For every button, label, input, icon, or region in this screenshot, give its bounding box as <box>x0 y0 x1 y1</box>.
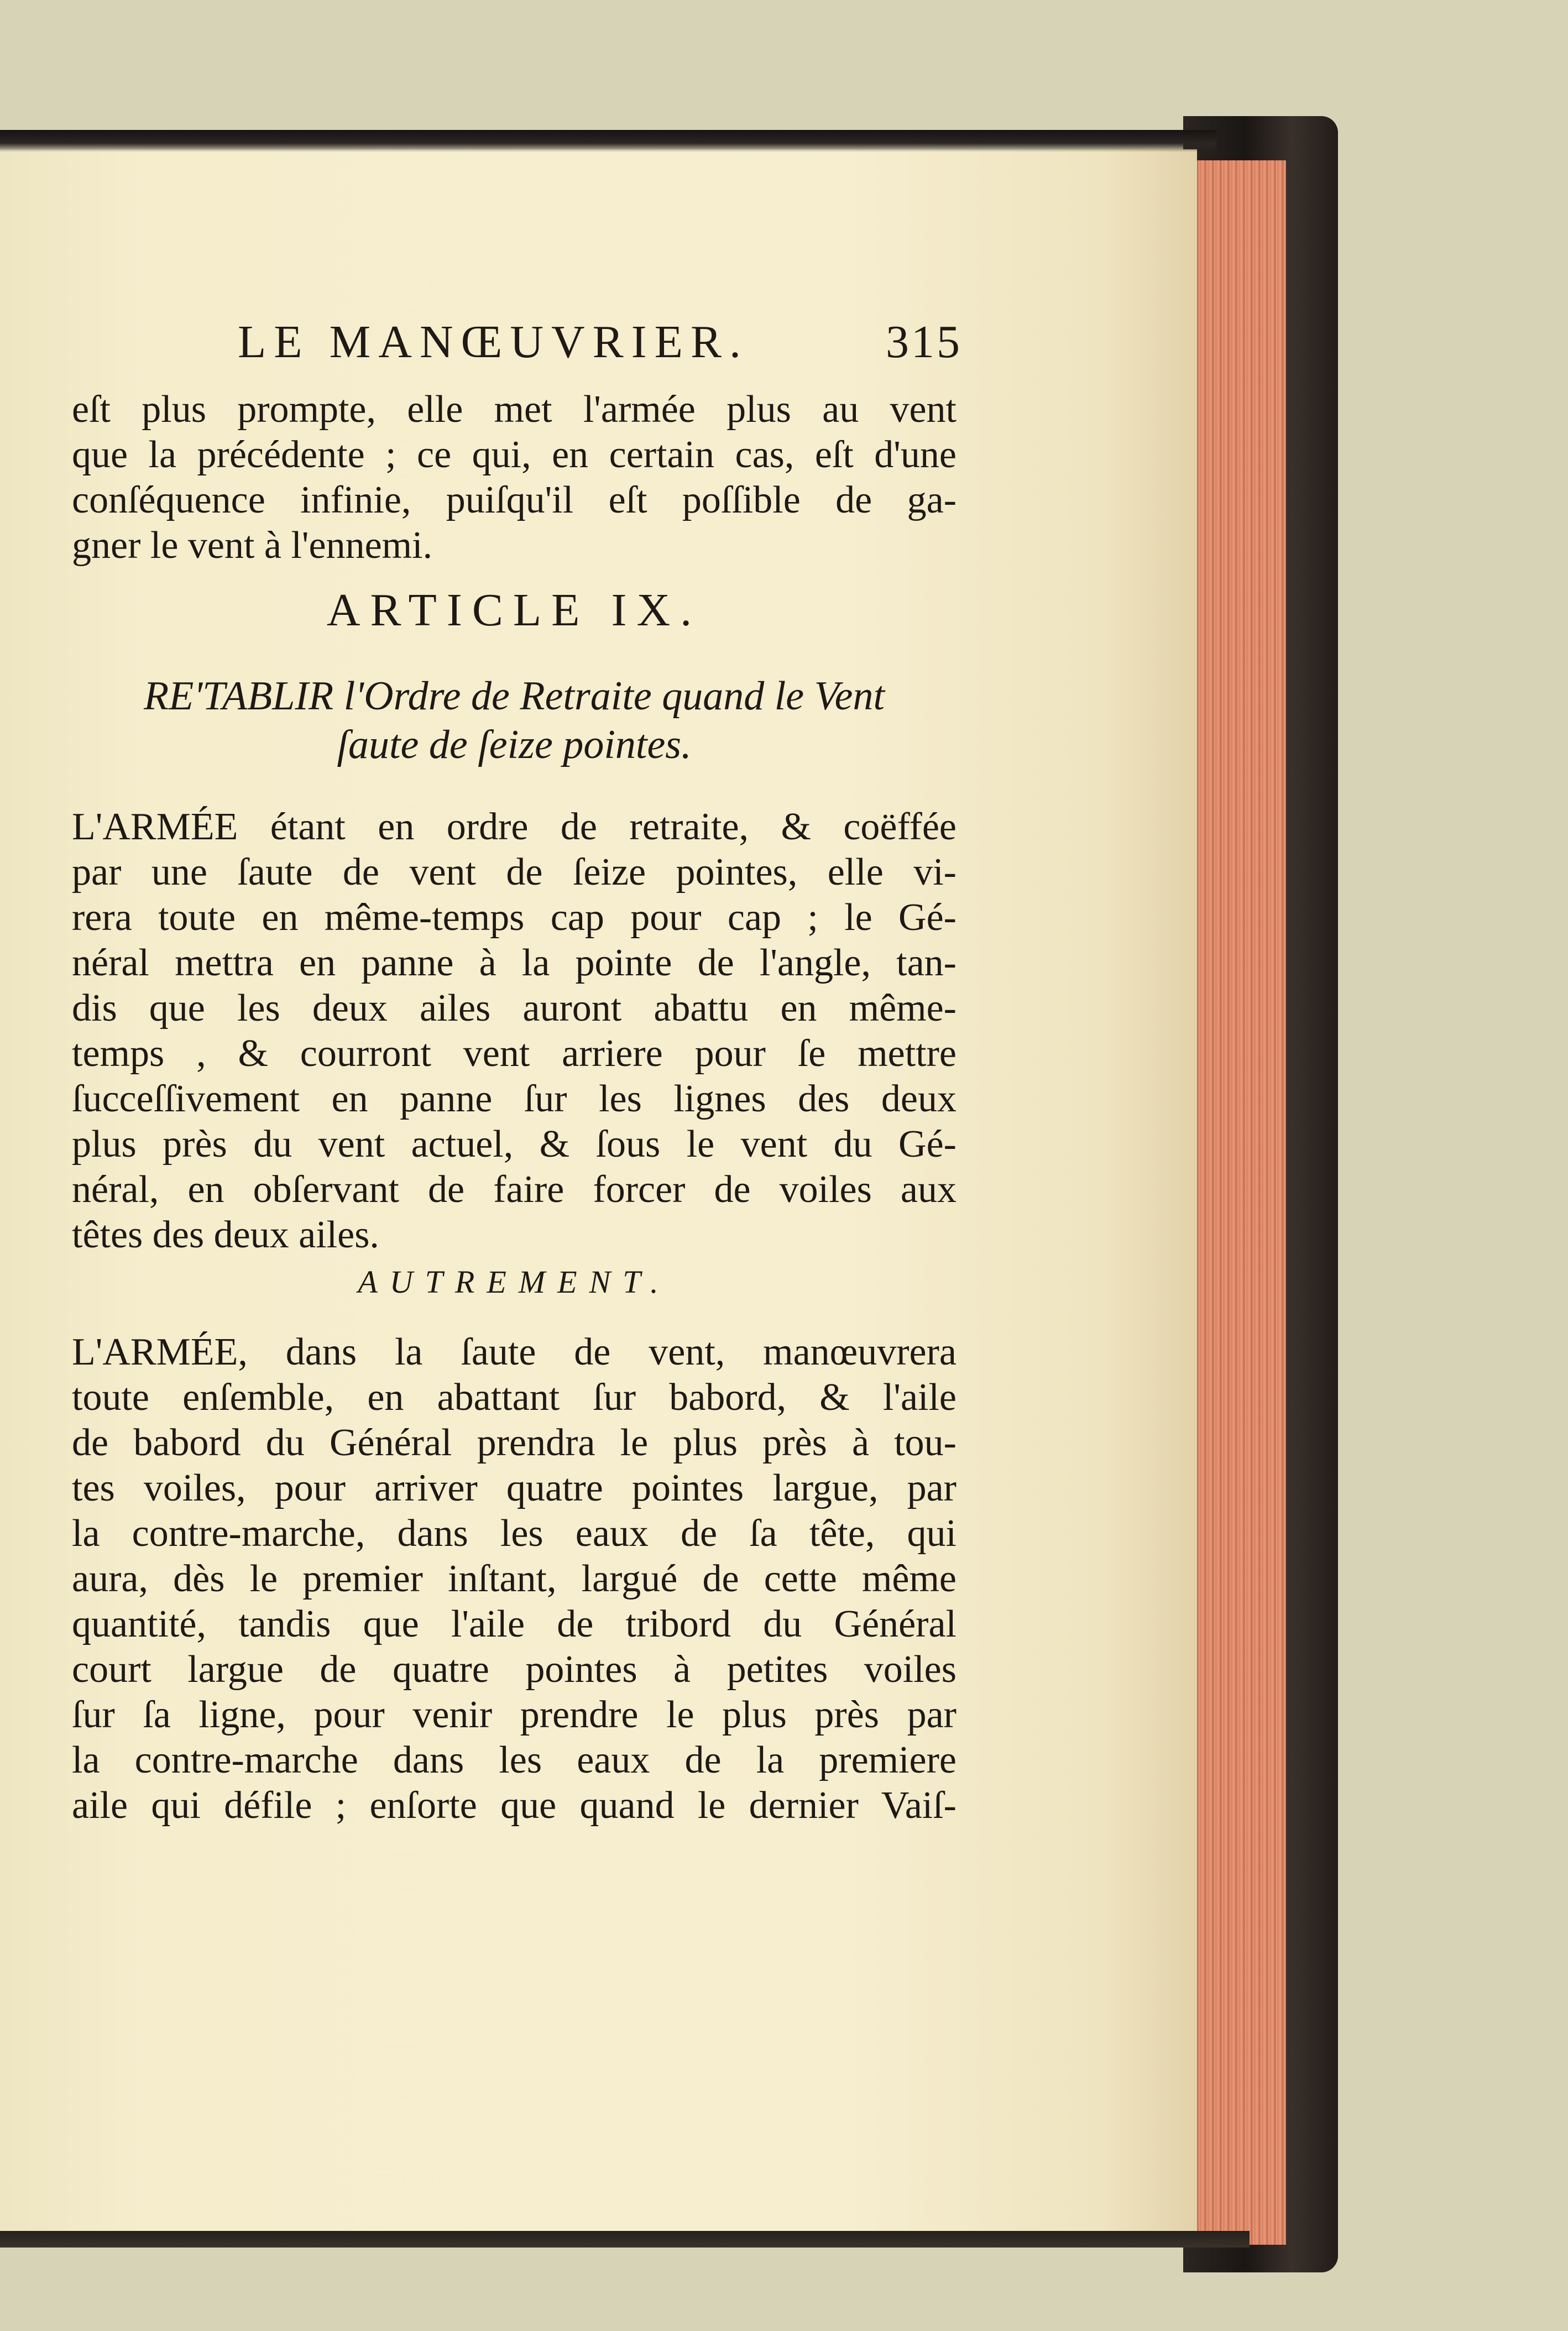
text-line: aile qui défile ; enſorte que quand le dernier Vaiſ- <box>72 1784 957 1827</box>
page-bottom-edge <box>0 2231 1250 2248</box>
text-line: L'ARMÉE, dans la ſaute de vent, manœuvrera <box>72 1331 957 1373</box>
text-line: par une ſaute de vent de ſeize pointes, elle vi- <box>72 851 957 893</box>
text-line: que la précédente ; ce qui, en certain cas, eſt d'une <box>72 433 957 476</box>
text-line: court largue de quatre pointes à petites voiles <box>72 1648 957 1691</box>
text-line: conſéquence infinie, puiſqu'il eſt poſſible de ga- <box>72 479 957 521</box>
page-top-shadow <box>0 130 1216 152</box>
text-line: de babord du Général prendra le plus près à tou- <box>72 1421 957 1464</box>
text-line: rera toute en même-temps cap pour cap ; le Gé- <box>72 896 957 939</box>
text-line: néral mettra en panne à la pointe de l'angle, tan- <box>72 942 957 984</box>
continuation-paragraph <box>72 387 957 568</box>
text-line: quantité, tandis que l'aile de tribord du Général <box>72 1603 957 1645</box>
running-head <box>238 315 962 376</box>
page-number: 315 <box>886 316 962 368</box>
text-line: gner le vent à l'ennemi. <box>72 524 433 567</box>
running-title: LE MANŒUVRIER. <box>238 316 749 368</box>
text-line: tes voiles, pour arriver quatre pointes largue, par <box>72 1467 957 1509</box>
text-line: eſt plus prompte, elle met l'armée plus au vent <box>72 388 957 431</box>
text-line: la contre-marche dans les eaux de la premiere <box>72 1739 957 1781</box>
article-heading: ARTICLE IX. <box>326 584 702 636</box>
page-edges-red <box>1189 160 1286 2245</box>
text-line: ſucceſſivement en panne ſur les lignes des deux <box>72 1078 957 1120</box>
paragraph-2 <box>72 1330 957 1828</box>
text-line: ſur ſa ligne, pour venir prendre le plus près par <box>72 1694 957 1736</box>
title-line: ſaute de ſeize pointes. <box>337 722 692 767</box>
text-line: dis que les deux ailes auront abattu en même- <box>72 987 957 1029</box>
title-line: RE'TABLIR l'Ordre de Retraite quand le Vent <box>143 673 885 719</box>
text-line: néral, en obſervant de faire forcer de voiles aux <box>72 1168 957 1211</box>
text-line: temps , & courront vent arriere pour ſe mettre <box>72 1032 957 1075</box>
text-line: plus près du vent actuel, & ſous le vent du Gé- <box>72 1123 957 1166</box>
text-line: toute enſemble, en abattant ſur babord, & l'aile <box>72 1376 957 1419</box>
text-line: aura, dès le premier inſtant, largué de cette même <box>72 1558 957 1600</box>
text-line: la contre-marche, dans les eaux de ſa tête, qui <box>72 1512 957 1555</box>
text-line: têtes des deux ailes. <box>72 1214 379 1256</box>
subheading: AUTREMENT. <box>358 1264 671 1300</box>
article-title <box>72 672 957 769</box>
paragraph-1 <box>72 804 957 1258</box>
text-line: L'ARMÉE étant en ordre de retraite, & coëffée <box>72 806 957 848</box>
